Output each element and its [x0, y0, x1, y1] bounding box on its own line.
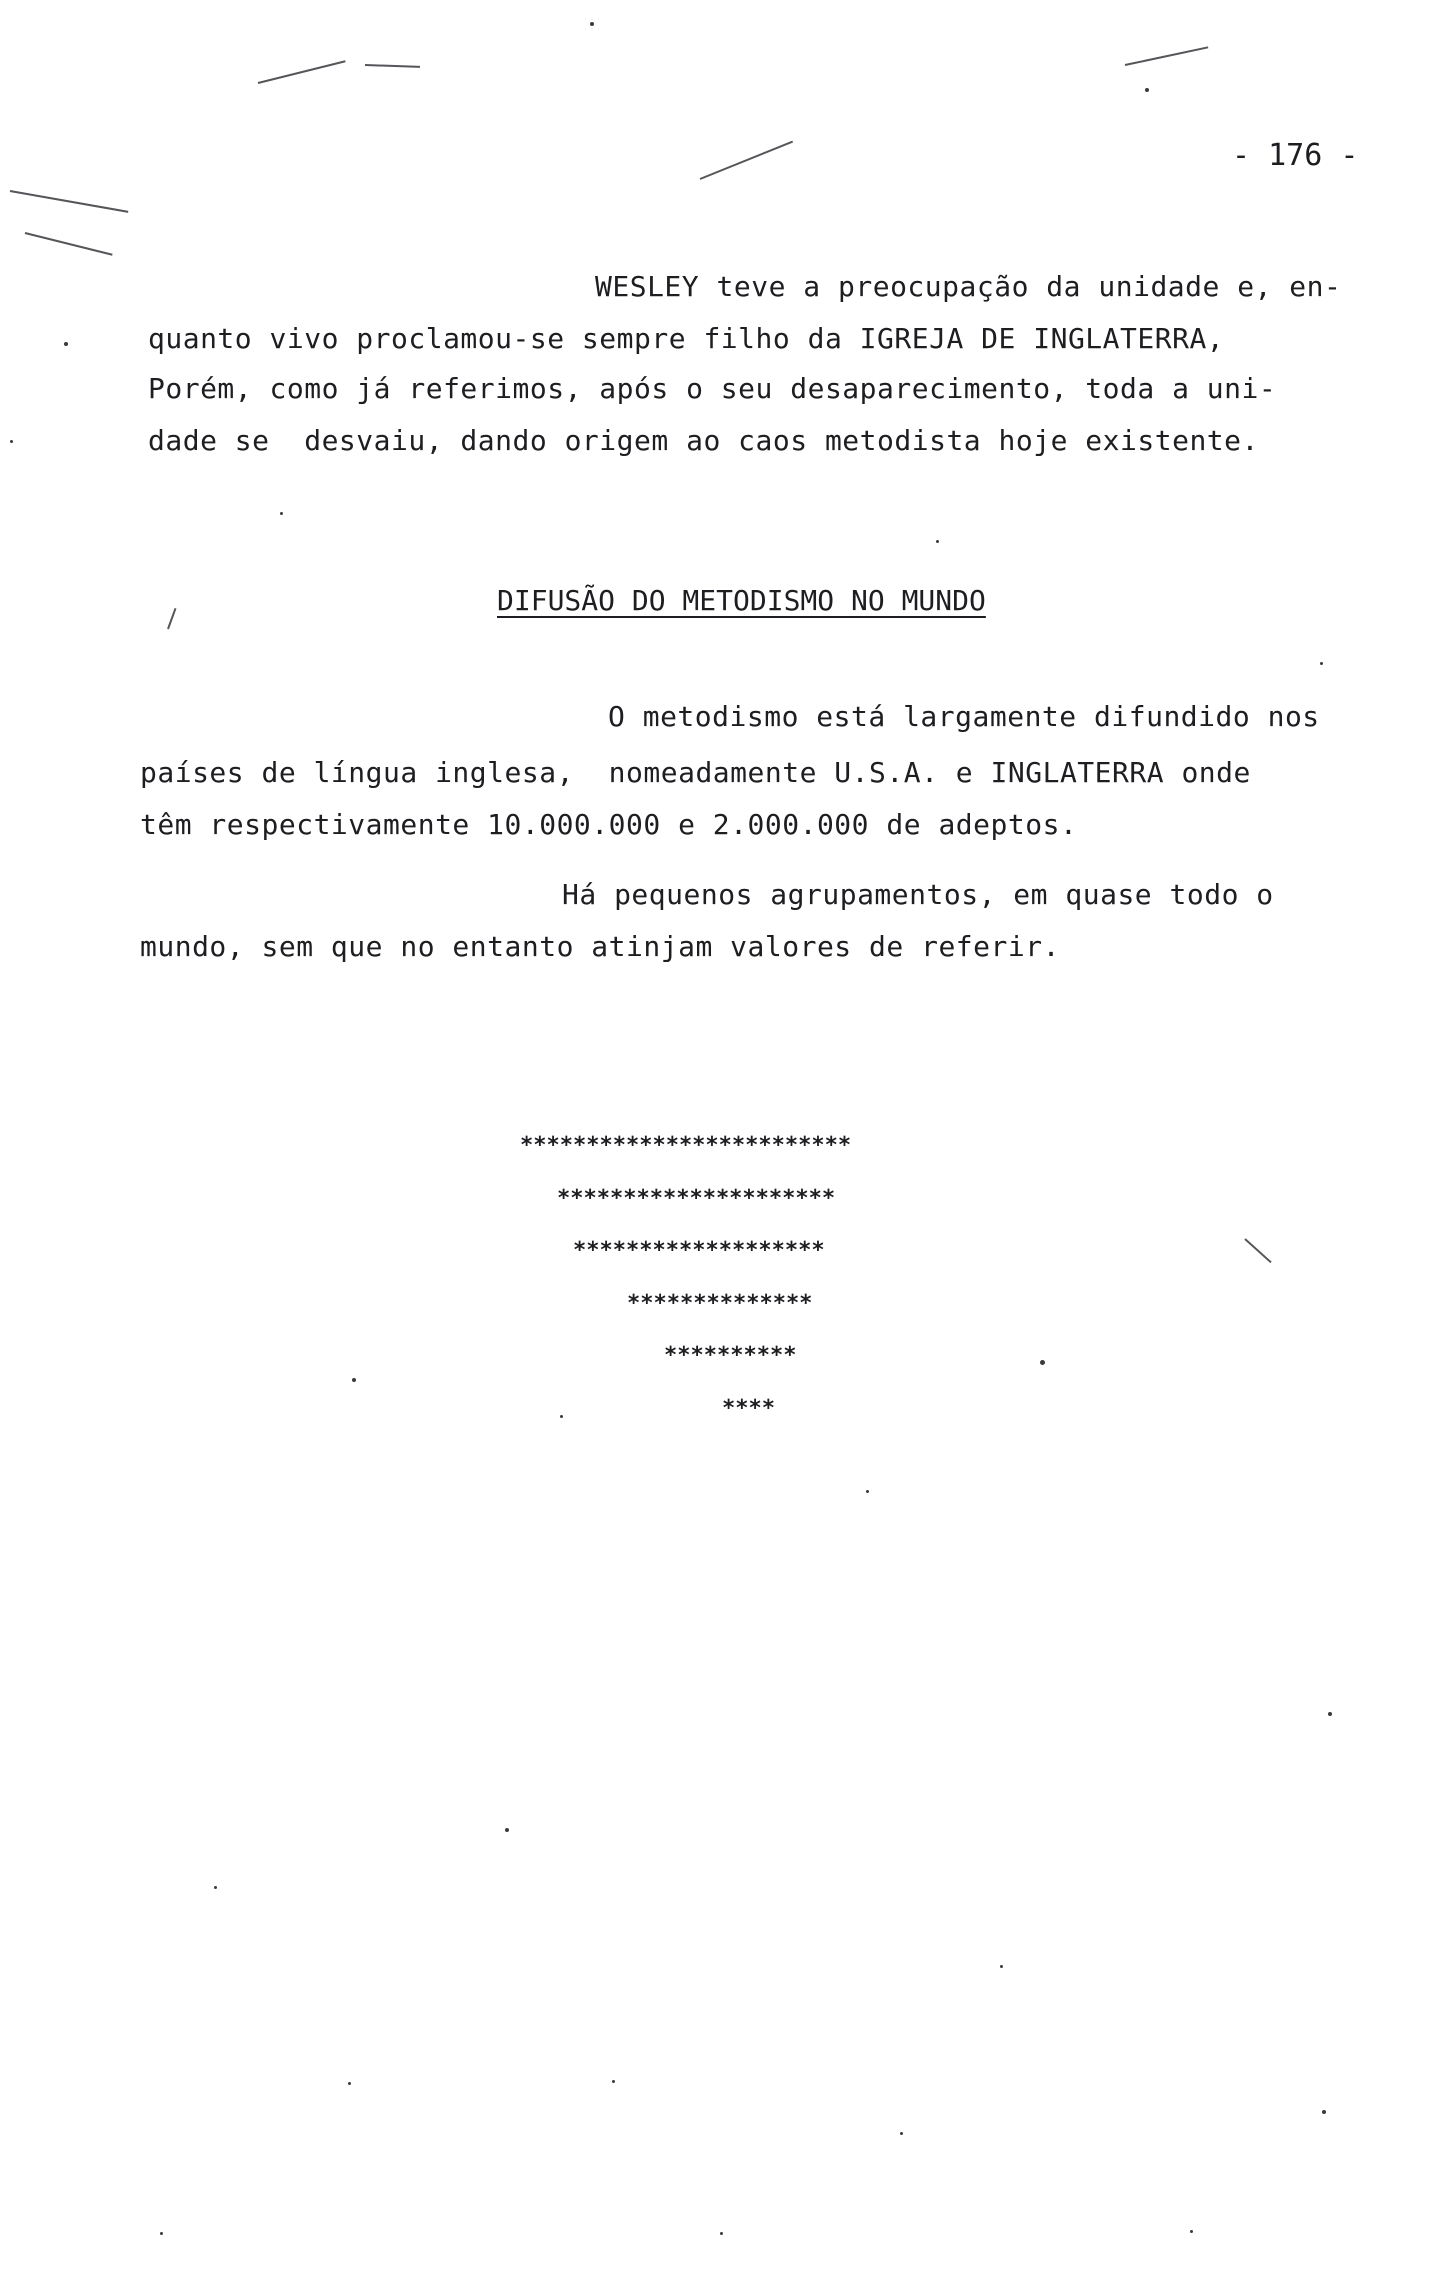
- page-number: - 176 -: [1232, 138, 1359, 173]
- scan-speck: [352, 1378, 356, 1382]
- scan-speck: [936, 540, 939, 543]
- scan-stroke: [167, 608, 176, 629]
- scan-speck: [1000, 1965, 1003, 1968]
- scan-stroke: [365, 64, 420, 68]
- scan-speck: [160, 2232, 163, 2235]
- scan-speck: [348, 2082, 351, 2085]
- scan-speck: [10, 440, 13, 443]
- scan-speck: [280, 512, 283, 515]
- scan-speck: [1322, 2110, 1326, 2114]
- scan-speck: [560, 1415, 563, 1418]
- text-line: dade se desvaiu, dando origem ao caos metodista hoje existente.: [148, 424, 1259, 457]
- ornament-row: ****: [722, 1396, 775, 1421]
- scan-speck: [505, 1828, 509, 1832]
- scan-stroke: [25, 232, 113, 256]
- text-line: Há pequenos agrupamentos, em quase todo o: [562, 878, 1274, 911]
- scan-stroke: [700, 141, 793, 180]
- scan-speck: [590, 22, 594, 26]
- text-line: países de língua inglesa, nomeadamente U.S.A. e INGLATERRA onde: [140, 756, 1251, 789]
- scan-stroke: [258, 60, 346, 84]
- text-line: WESLEY teve a preocupação da unidade e, en-: [595, 270, 1342, 303]
- ornament-row: **************: [627, 1291, 813, 1316]
- ornament-row: *************************: [520, 1133, 852, 1158]
- scan-speck: [1320, 662, 1323, 665]
- text-line: O metodismo está largamente difundido nos: [608, 700, 1320, 733]
- scan-speck: [612, 2080, 615, 2083]
- text-line: Porém, como já referimos, após o seu desaparecimento, toda a uni-: [148, 372, 1277, 405]
- scan-speck: [1328, 1712, 1332, 1716]
- text-line: mundo, sem que no entanto atinjam valores de referir.: [140, 930, 1060, 963]
- scan-speck: [900, 2132, 903, 2135]
- scan-speck: [866, 1490, 869, 1493]
- scan-stroke: [10, 190, 129, 213]
- scan-stroke: [1244, 1238, 1271, 1263]
- ornament-row: *******************: [573, 1238, 825, 1263]
- scan-speck: [214, 1886, 217, 1889]
- text-line: quanto vivo proclamou-se sempre filho da IGREJA DE INGLATERRA,: [148, 322, 1225, 355]
- scan-speck: [1145, 88, 1149, 92]
- scan-stroke: [1125, 46, 1209, 66]
- scan-speck: [64, 342, 68, 346]
- ornament-row: *********************: [557, 1186, 836, 1211]
- ornament-row: **********: [664, 1343, 797, 1368]
- text-line: têm respectivamente 10.000.000 e 2.000.000 de adeptos.: [140, 808, 1078, 841]
- section-heading: DIFUSÃO DO METODISMO NO MUNDO: [497, 584, 986, 617]
- scan-speck: [720, 2232, 723, 2235]
- scan-speck: [1190, 2230, 1193, 2233]
- scan-speck: [1040, 1360, 1045, 1365]
